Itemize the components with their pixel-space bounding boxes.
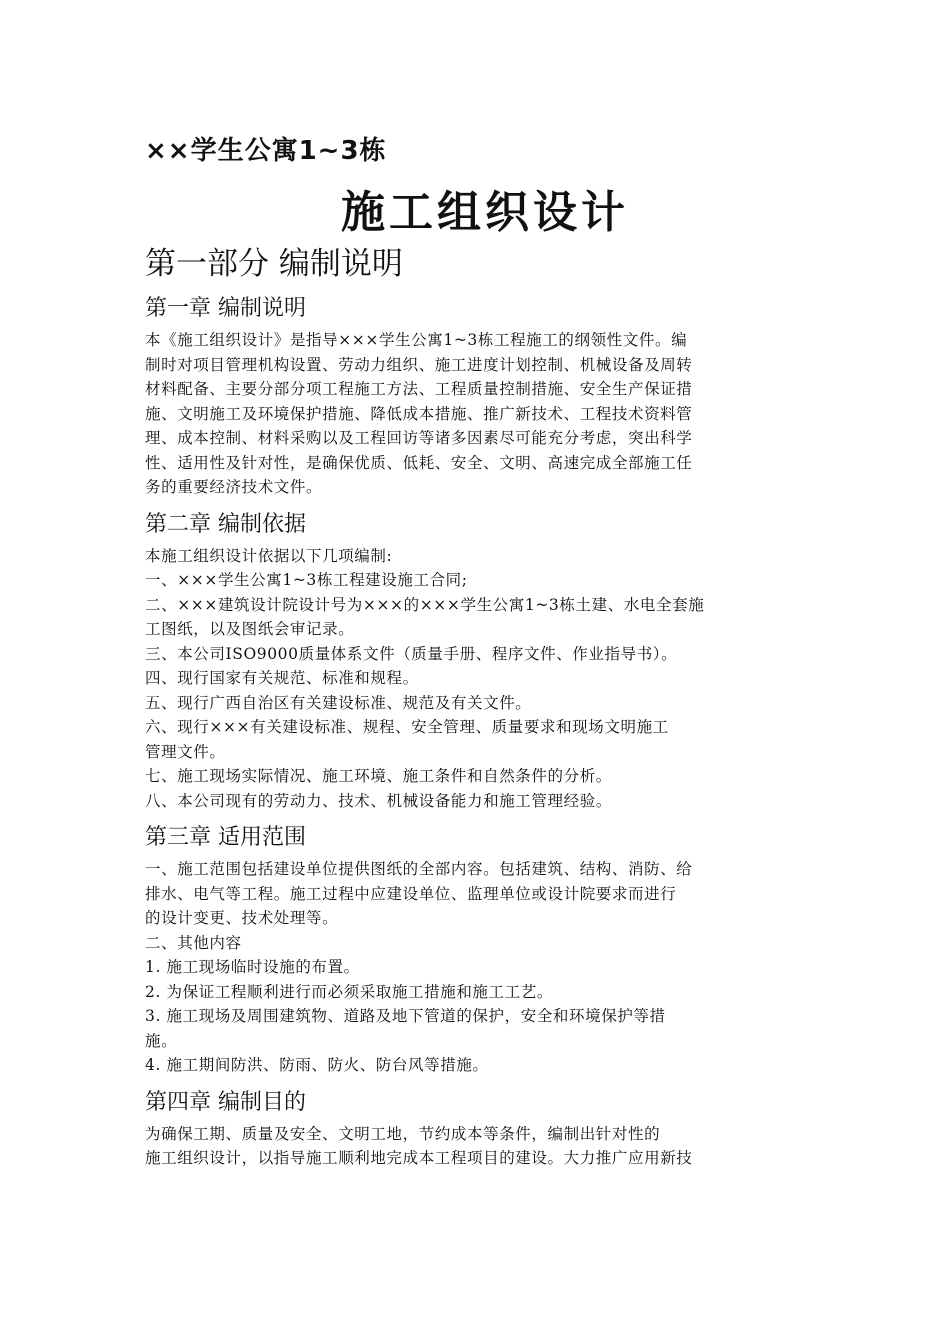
text-line: 三、本公司ISO9000质量体系文件（质量手册、程序文件、作业指导书）。	[145, 644, 678, 663]
chapter-3	[145, 823, 805, 1078]
text-line: 务的重要经济技术文件。	[145, 478, 323, 496]
text-line: 施工组织设计，以指导施工顺利地完成本工程项目的建设。大力推广应用新技	[145, 1149, 693, 1167]
part-title: 第一部分 编制说明	[145, 246, 403, 282]
text-line: 七、施工现场实际情况、施工环境、施工条件和自然条件的分析。	[145, 767, 612, 785]
text-line: 一、×××学生公寓1~3栋工程建设施工合同;	[145, 571, 468, 589]
text-line: 八、本公司现有的劳动力、技术、机械设备能力和施工管理经验。	[145, 791, 612, 810]
text-line: 四、现行国家有关规范、标准和规程。	[145, 669, 419, 687]
text-line: 理、成本控制、材料采购以及工程回访等诸多因素尽可能充分考虑，突出科学	[145, 429, 693, 447]
chapter-2	[145, 510, 805, 814]
document-page	[145, 120, 805, 1171]
document-title: 施工组织设计	[341, 187, 629, 238]
chapter-title: 第三章 适用范围	[145, 825, 306, 850]
chapter-1	[145, 294, 805, 500]
text-line: 一、施工范围包括建设单位提供图纸的全部内容。包括建筑、结构、消防、给	[145, 860, 693, 878]
chapter-title: 第四章 编制目的	[145, 1089, 306, 1115]
chapter-body	[145, 857, 805, 1078]
project-subtitle: ××学生公寓1~3栋	[145, 136, 387, 166]
text-line: 制时对项目管理机构设置、劳动力组织、施工进度计划控制、机械设备及周转	[145, 355, 693, 374]
text-line: 本《施工组织设计》是指导×××学生公寓1~3栋工程施工的纲领性文件。编	[145, 331, 688, 349]
chapter-title: 第二章 编制依据	[145, 511, 306, 537]
text-line: 材料配备、主要分部分项工程施工方法、工程质量控制措施、安全生产保证措	[145, 380, 693, 398]
text-line: 二、×××建筑设计院设计号为×××的×××学生公寓1~3栋土建、水电全套施	[145, 595, 705, 614]
text-line: 为确保工期、质量及安全、文明工地，节约成本等条件，编制出针对性的	[145, 1124, 661, 1143]
text-line: 五、现行广西自治区有关建设标准、规范及有关文件。	[145, 693, 532, 712]
text-line: 4. 施工期间防洪、防雨、防火、防台风等措施。	[145, 1056, 489, 1074]
chapter-body	[145, 1122, 805, 1171]
text-line: 的设计变更、技术处理等。	[145, 909, 339, 927]
text-line: 管理文件。	[145, 742, 226, 761]
text-line: 施、文明施工及环境保护措施、降低成本措施、推广新技术、工程技术资料管	[145, 404, 693, 423]
text-line: 排水、电气等工程。施工过程中应建设单位、监理单位或设计院要求而进行	[145, 884, 677, 903]
chapter-body	[145, 328, 805, 500]
text-line: 1. 施工现场临时设施的布置。	[145, 958, 360, 976]
chapter-title: 第一章 编制说明	[145, 296, 306, 321]
chapter-body	[145, 544, 805, 814]
chapter-4	[145, 1088, 805, 1171]
text-line: 六、现行×××有关建设标准、规程、安全管理、质量要求和现场文明施工	[145, 718, 669, 736]
text-line: 二、其他内容	[145, 933, 242, 952]
text-line: 3. 施工现场及周围建筑物、道路及地下管道的保护，安全和环境保护等措	[145, 1007, 666, 1025]
text-line: 本施工组织设计依据以下几项编制:	[145, 546, 393, 565]
text-line: 性、适用性及针对性，是确保优质、低耗、安全、文明、高速完成全部施工任	[145, 453, 693, 472]
text-line: 施。	[145, 1031, 178, 1050]
text-line: 2. 为保证工程顺利进行而必须采取施工措施和施工工艺。	[145, 982, 553, 1001]
text-line: 工图纸，以及图纸会审记录。	[145, 620, 355, 638]
